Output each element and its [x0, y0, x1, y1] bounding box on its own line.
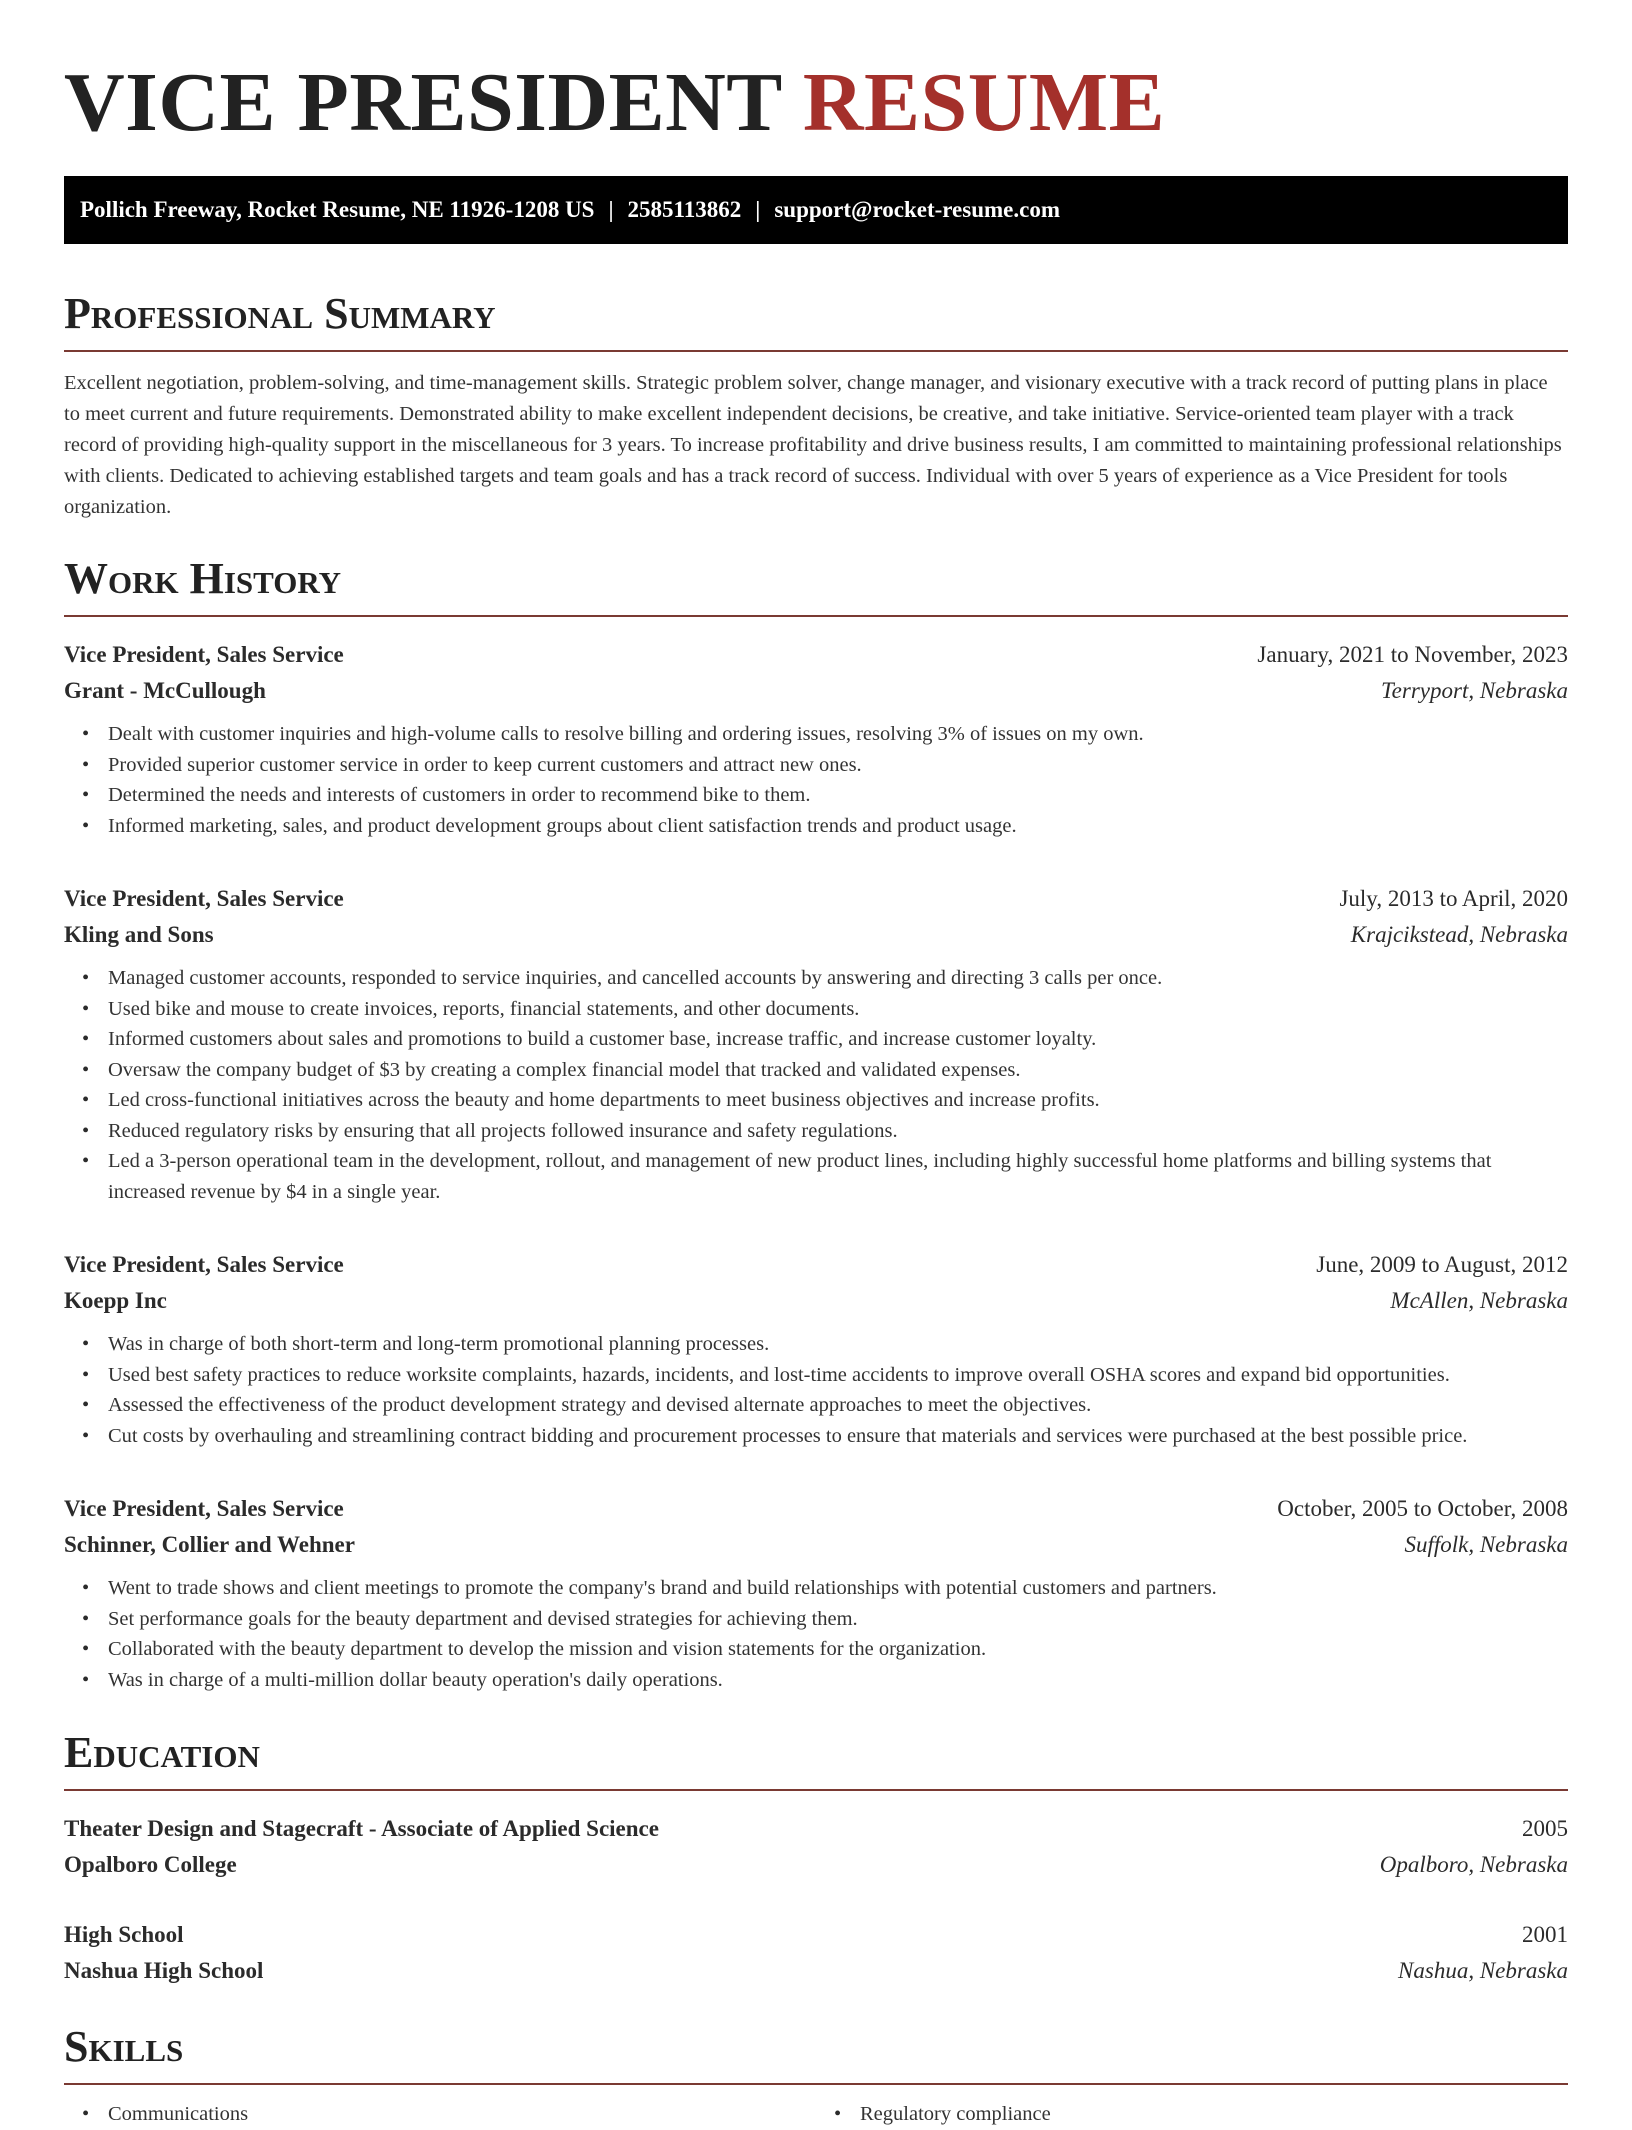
job-bullet: • Led cross-functional initiatives across the beauty and home departments to meet business objectives and increase profits.: [108, 1085, 1568, 1116]
job-company: Grant - McCullough: [64, 678, 266, 703]
job-bullet: • Assessed the effectiveness of the product development strategy and devised alternate approaches to meet the objectives.: [108, 1390, 1568, 1421]
contact-separator: |: [755, 197, 761, 222]
education-year: 2001: [1522, 1922, 1568, 1947]
resume-title: [64, 0, 1568, 168]
job-header-row: [64, 1247, 1568, 1283]
job-dates: January, 2021 to November, 2023: [1257, 642, 1568, 667]
job-bullet: • Used best safety practices to reduce worksite complaints, hazards, incidents, and lost-time accidents to improve overall OSHA scores and expand bid opportunities.: [108, 1360, 1568, 1391]
education-school: Nashua High School: [64, 1958, 264, 1983]
skills-grid: [64, 2099, 1568, 2130]
job-company-row: [64, 673, 1568, 709]
job-bullets: [64, 1573, 1568, 1695]
job-location: McAllen, Nebraska: [1390, 1288, 1568, 1313]
education-degree: High School: [64, 1922, 184, 1947]
job-position: Vice President, Sales Service: [64, 642, 344, 667]
job-entry: [64, 1247, 1568, 1451]
resume-content: [64, 0, 1568, 2130]
job-company: Koepp Inc: [64, 1288, 167, 1313]
job-bullet: • Went to trade shows and client meetings to promote the company's brand and build relationships with potential customers and partners.: [108, 1573, 1568, 1604]
job-header-row: [64, 881, 1568, 917]
job-company: Schinner, Collier and Wehner: [64, 1532, 355, 1557]
education-school-row: [64, 1847, 1568, 1883]
job-bullet: • Collaborated with the beauty department to develop the mission and vision statements for the organization.: [108, 1634, 1568, 1665]
job-company-row: [64, 1527, 1568, 1563]
skills-column-right: [816, 2099, 1568, 2130]
job-position: Vice President, Sales Service: [64, 1252, 344, 1277]
job-bullet: • Set performance goals for the beauty department and devised strategies for achieving them.: [108, 1604, 1568, 1635]
skill-item: • Regulatory compliance: [860, 2099, 1568, 2130]
education-location: Nashua, Nebraska: [1398, 1958, 1568, 1983]
job-bullet: • Led a 3-person operational team in the development, rollout, and management of new product lines, including highly successful home platforms and billing systems that increased revenue by $4 in a single year.: [108, 1146, 1568, 1207]
job-location: Krajcikstead, Nebraska: [1350, 922, 1568, 947]
education-school-row: [64, 1953, 1568, 1989]
education-location: Opalboro, Nebraska: [1379, 1852, 1568, 1877]
job-bullet: • Cut costs by overhauling and streamlining contract bidding and procurement processes to ensure that materials and services were purchased at the best possible price.: [108, 1421, 1568, 1452]
job-position: Vice President, Sales Service: [64, 1496, 344, 1521]
job-bullet: • Determined the needs and interests of customers in order to recommend bike to them.: [108, 780, 1568, 811]
job-location: Suffolk, Nebraska: [1404, 1532, 1568, 1557]
contact-phone: 2585113862: [627, 197, 742, 222]
contact-address: Pollich Freeway, Rocket Resume, NE 11926-1208 US: [80, 197, 595, 222]
education-heading: Education: [64, 1727, 1568, 1791]
title-main: VICE PRESIDENT: [64, 56, 782, 149]
summary-text: Excellent negotiation, problem-solving, and time-management skills. Strategic problem solver, change manager, and visionary executive with a track record of putting plans in place to meet current and future requirements. Demonstrated ability to make excellent independent decisions, be creative, and take initiative. Service-oriented team player with a track record of providing high-quality support in the miscellaneous for 3 years. To increase profitability and drive business results, I am committed to maintaining professional relationships with clients. Dedicated to achieving established targets and team goals and has a track record of success. Individual with over 5 years of experience as a Vice President for tools organization.: [64, 372, 1562, 518]
job-bullets: [64, 719, 1568, 841]
skill-item: • Communications: [108, 2099, 816, 2130]
job-entry: [64, 881, 1568, 1207]
education-year: 2005: [1522, 1816, 1568, 1841]
job-bullet: • Informed customers about sales and promotions to build a customer base, increase traffic, and increase customer loyalty.: [108, 1024, 1568, 1055]
education-school: Opalboro College: [64, 1852, 237, 1877]
job-entry: [64, 1491, 1568, 1695]
job-header-row: [64, 637, 1568, 673]
job-bullets: [64, 963, 1568, 1207]
education-degree-row: [64, 1811, 1568, 1847]
job-bullet: • Reduced regulatory risks by ensuring that all projects followed insurance and safety regulations.: [108, 1116, 1568, 1147]
skills-heading: Skills: [64, 2021, 1568, 2085]
job-dates: July, 2013 to April, 2020: [1339, 886, 1568, 911]
job-bullet: • Was in charge of both short-term and long-term promotional planning processes.: [108, 1329, 1568, 1360]
job-bullet: • Managed customer accounts, responded to service inquiries, and cancelled accounts by answering and directing 3 calls per once.: [108, 963, 1568, 994]
job-bullet: • Oversaw the company budget of $3 by creating a complex financial model that tracked and validated expenses.: [108, 1055, 1568, 1086]
summary-heading: Professional Summary: [64, 288, 1568, 352]
job-entry: [64, 637, 1568, 841]
job-bullet: • Was in charge of a multi-million dollar beauty operation's daily operations.: [108, 1665, 1568, 1696]
education-degree-row: [64, 1917, 1568, 1953]
education-entry: [64, 1811, 1568, 1883]
job-bullet: • Provided superior customer service in order to keep current customers and attract new ones.: [108, 750, 1568, 781]
contact-bar: [64, 176, 1568, 244]
job-bullet: • Used bike and mouse to create invoices, reports, financial statements, and other documents.: [108, 994, 1568, 1025]
job-company-row: [64, 917, 1568, 953]
skills-column-left: [64, 2099, 816, 2130]
job-dates: June, 2009 to August, 2012: [1316, 1252, 1568, 1277]
job-bullet: • Informed marketing, sales, and product development groups about client satisfaction trends and product usage.: [108, 811, 1568, 842]
job-dates: October, 2005 to October, 2008: [1277, 1496, 1568, 1521]
job-company-row: [64, 1283, 1568, 1319]
contact-email: support@rocket-resume.com: [774, 197, 1060, 222]
education-entry: [64, 1917, 1568, 1989]
job-bullets: [64, 1329, 1568, 1451]
job-company: Kling and Sons: [64, 922, 214, 947]
job-header-row: [64, 1491, 1568, 1527]
contact-separator: |: [608, 197, 614, 222]
work-history-heading: Work History: [64, 553, 1568, 617]
title-accent: RESUME: [802, 56, 1166, 149]
job-position: Vice President, Sales Service: [64, 886, 344, 911]
job-location: Terryport, Nebraska: [1381, 678, 1568, 703]
education-degree: Theater Design and Stagecraft - Associate of Applied Science: [64, 1816, 659, 1841]
job-bullet: • Dealt with customer inquiries and high-volume calls to resolve billing and ordering issues, resolving 3% of issues on my own.: [108, 719, 1568, 750]
